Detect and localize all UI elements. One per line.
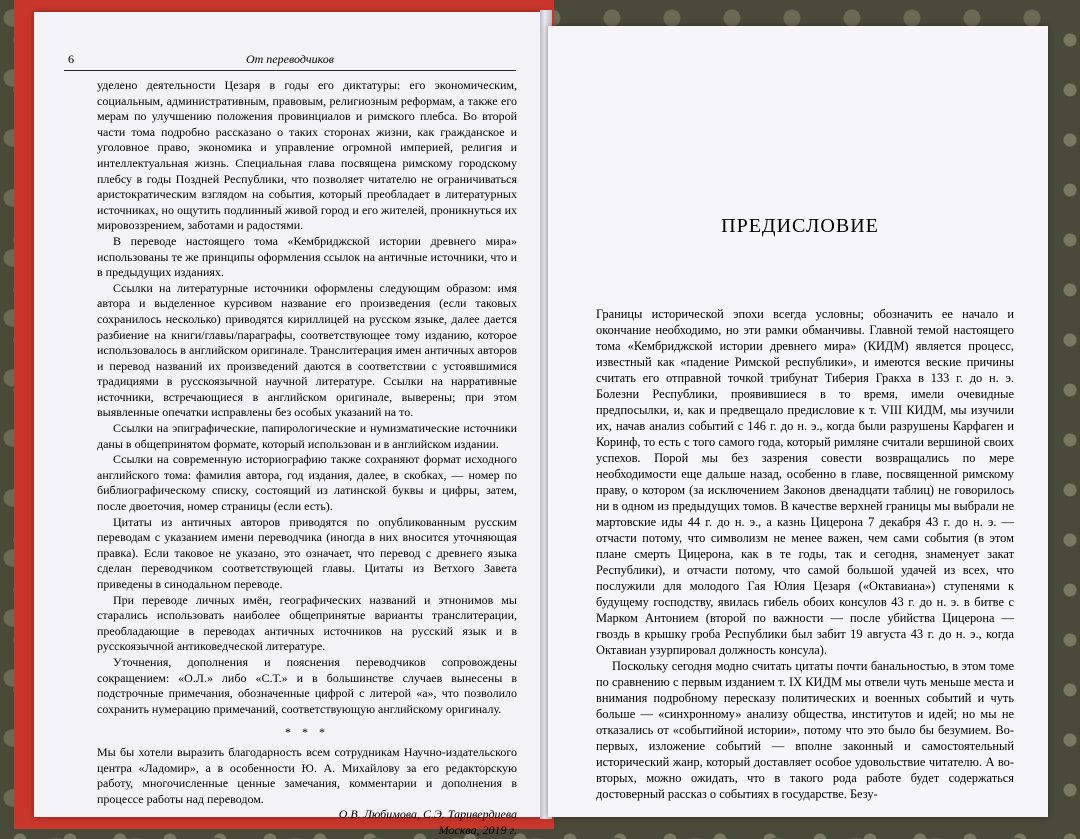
paragraph: В переводе настоящего тома «Кембриджской истории древнего мира» использованы те же принципы оформления ссылок на античные источники, что и в предыдущих изданиях. (97, 233, 517, 280)
paragraph: Ссылки на литературные источники оформлены следующим образом: имя автора и выделенное курсивом название его произведения (если таковых сохранилось несколько) приводятся кириллицей на русском языке, далее дается разбиение на книги/главы/параграфы, соответствующее тому изданию, которое использовалось в английском оригинале. Транслитерация имен античных авторов и перевод названий их произведений даются в соответствии с устоявшимися традициями в русскоязычной научной литературе. Ссылки на нарративные источники, встречающиеся в английском оригинале, выверены; при этом выявленные опечатки исправлены без особых указаний на то. (97, 280, 517, 420)
page-number: 6 (68, 52, 74, 66)
paragraph: Уточнения, дополнения и пояснения переводчиков сопровождены сокращением: «О.Л.» либо «С.Т.» и в большинстве случаев вынесены в подстрочные примечания, обозначенные цифрой с литерой «а», что позволило сохранить нумерацию примечаний, соответствующую английскому оригиналу. (97, 654, 517, 716)
paragraph: Поскольку сегодня модно считать цитаты почти банальностью, в этом томе по сравнению с первым изданием т. IX КИДМ мы отвели чуть меньше места и внимания подробному пересказу политических и военных событий и чуть больше — «синхронному» анализу общества, институтов и идей; но мы не отказались от «событийной истории», потому что это было бы безумием. Во-первых, изложение событий — вполне законный и самостоятельный исторический жанр, который доставляет особое удовольствие читателю. А во-вторых, можно ожидать, что в такого рода работе будет содержаться достоверный рассказ о событиях в государстве. Безу- (596, 659, 1014, 801)
right-page-text (596, 306, 1014, 802)
paragraph: Ссылки на эпиграфические, папирологические и нумизматические источники даны в общепринятом формате, который использован и в английском издании. (97, 421, 517, 451)
paragraph: При переводе личных имён, географических названий и этнонимов мы старались использовать наиболее общепринятые варианты транслитерации, преобладающие в переводах античных источников на русский язык и в русскоязычной антиковедческой литературе. (97, 592, 517, 654)
signature-place: Москва, 2019 г. (438, 822, 517, 837)
running-head (64, 48, 516, 71)
signature-names: О.В. Любимова, С.Э. Таривердиева (338, 807, 517, 822)
paragraph: Границы исторической эпохи всегда условны; обозначить ее начало и окончание необходимо, но эти рамки обманчивы. Главной темой настоящего тома «Кембриджской истории древнего мира» (КИДМ) является процесс, известный как «падение Римской республики», и имеются веские причины считать его отправной точкой трибунат Тиберия Гракха в 133 г. до н. э. Болезни Республики, проявившиеся в то время, имели очевидные предпосылки, и, как и предвещало предисловие к т. VIII КИДМ, мы изучили их, начав анализ событий с 146 г. до н. э., когда были разрушены Карфаген и Коринф, то есть с того самого года, который римляне считали вершиной своих успехов. Порой мы без зазрения совести возвращались по мере необходимости еще дальше назад, особенно в главе, посвященной римскому праву, о котором (за исключением Законов двенадцати таблиц) не говорилось ни в одном из предыдущих томов. В качестве верхней границы мы выбрали не мартовские иды 44 г. до н. э., а казнь Цицерона 7 декабря 43 г. до н. э. — отчасти потому, что символизм не менее важен, чем сами события (в этом плане смерть Цицерона, как в те годы, так и сегодня, знаменует закат Республики), и отчасти потому, что самой большой удачей из всех, что послужили для молодого Гая Юлия Цезаря («Октавиана») ступенями к будущему господству, явилась гибель обоих консулов 43 г. до н. э. в битве с Марком Антонием (второй по важности — после убийства Цицерона — гвоздь в крышку гроба Республики был забит 19 августа 43 г. до н. э., когда Октавиан узурпировал должность консула). (596, 307, 1014, 657)
paragraph: уделено деятельности Цезаря в годы его диктатуры: его экономическим, социальным, административным, правовым, религиозным реформам, а также его мерам по улучшению положения провинциалов и римского плебса. Во второй части тома подробно рассказано о таких сторонах жизни, как гражданское и уголовное право, экономика и управление огромной империей, религия и интеллектуальная жизнь. Специальная глава посвящена римскому городскому плебсу в годы Поздней Республики, что позволяет читателю не ограничиваться аристократическим взглядом на события, который преобладает в литературных источниках, но ощутить подлинный живой город и его жителей, проникнуться их мировоззрением, заботами и радостями. (97, 78, 517, 233)
section-divider: * * * (285, 725, 329, 740)
paragraph: Ссылки на современную историографию также сохраняют формат исходного английского тома: фамилия автора, год издания, далее, в скобках, — номер по библиографическому списку, состоящий из латинской буквы и цифры, затем, после двоеточия, номер страницы (если есть). (97, 452, 517, 514)
paragraph: Цитаты из античных авторов приводятся по опубликованным русским переводам с указанием имени переводчика (иногда в них вносится уточняющая правка). Если таковое не указано, это означает, что перевод с древнего языка сделан переводчиком соответствующей главы. Цитаты из Ветхого Завета приведены в синодальном переводе. (97, 514, 517, 591)
acknowledgements: Мы бы хотели выразить благодарность всем сотрудникам Научно-издательского центра «Ладомир», а в особенности Ю. А. Михайлову за его редакторскую работу, многочисленные ценные замечания, комментарии и дополнения в процессе работы над переводом. (97, 744, 517, 806)
running-title: От переводчиков (245, 52, 335, 66)
left-page-text (97, 78, 517, 839)
preface-title: ПРЕДИСЛОВИЕ (721, 215, 879, 237)
